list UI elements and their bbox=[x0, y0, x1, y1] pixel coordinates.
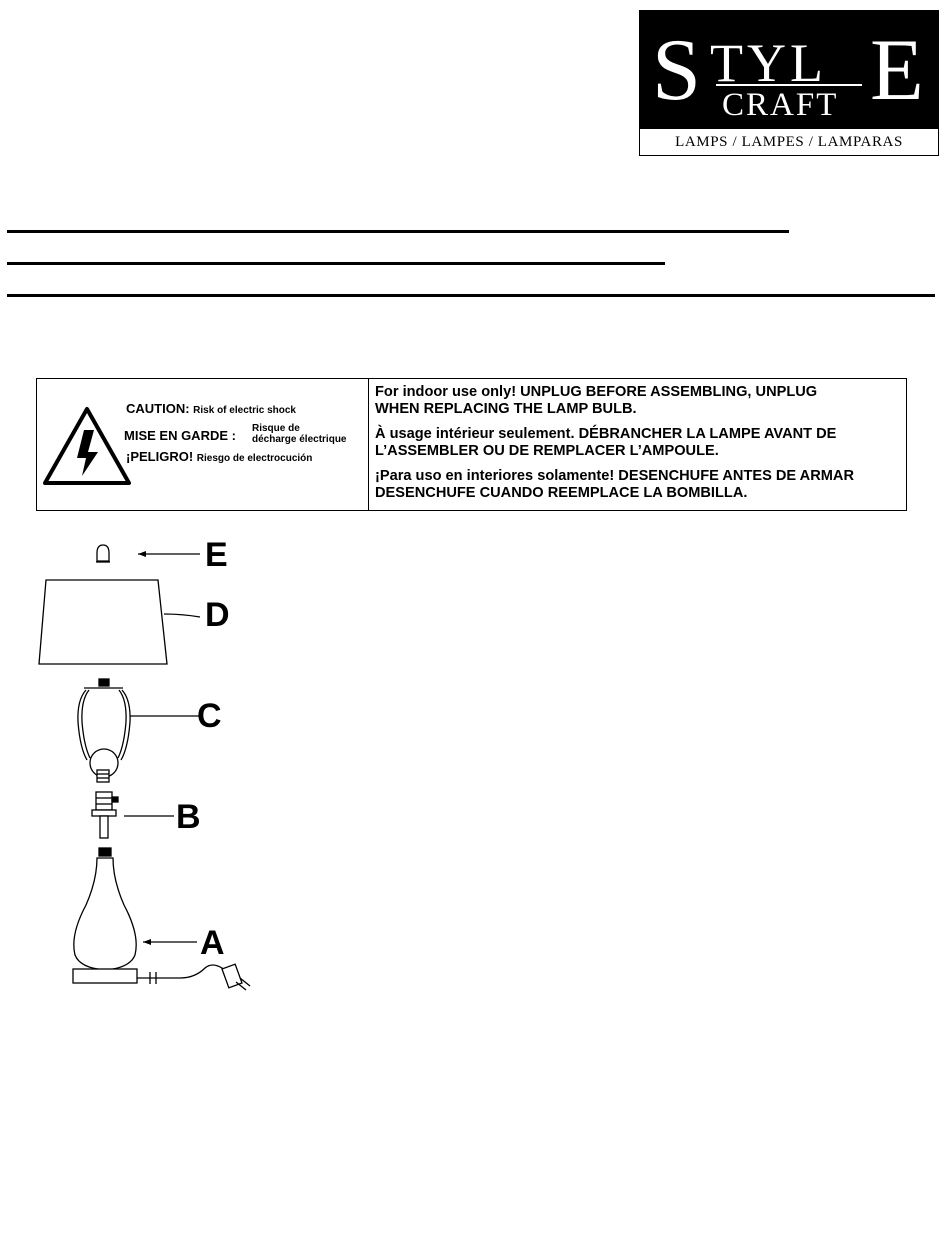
part-label-c: C bbox=[197, 697, 222, 735]
lamp-exploded-diagram bbox=[0, 530, 300, 1010]
svg-text:CRAFT: CRAFT bbox=[722, 87, 839, 123]
caution-french: MISE EN GARDE : bbox=[124, 428, 236, 443]
finial-part bbox=[96, 545, 110, 562]
warning-box bbox=[36, 378, 907, 511]
base-part bbox=[73, 848, 250, 990]
title-rule-3 bbox=[7, 294, 935, 297]
logo-wordmark bbox=[640, 11, 938, 129]
part-label-b: B bbox=[176, 798, 201, 836]
title-rule-1 bbox=[7, 230, 789, 233]
caution-french-text: Risque de décharge électrique bbox=[252, 423, 347, 445]
warning-caution-cell bbox=[37, 379, 369, 510]
instruction-english: For indoor use only! UNPLUG BEFORE ASSEMBLING, UNPLUG WHEN REPLACING THE LAMP BULB. bbox=[375, 384, 818, 417]
electric-hazard-icon bbox=[42, 406, 132, 486]
logo-tagline: LAMPS / LAMPES / LAMPARAS bbox=[675, 133, 903, 150]
instruction-french: À usage intérieur seulement. DÉBRANCHER LA LAMPE AVANT DE L’ASSEMBLER OU DE REMPLACER L’AMPOULE. bbox=[375, 426, 837, 459]
caution-english: CAUTION: Risk of electric shock bbox=[126, 401, 296, 416]
svg-text:E: E bbox=[870, 22, 924, 119]
title-rule-2 bbox=[7, 262, 665, 265]
brand-logo bbox=[639, 10, 939, 156]
instruction-spanish: ¡Para uso en interiores solamente! DESENCHUFE ANTES DE ARMAR DESENCHUFE CUANDO REEMPLACE LA BOMBILLA. bbox=[375, 468, 854, 501]
shade-part bbox=[39, 580, 167, 664]
svg-text:S: S bbox=[652, 22, 701, 119]
part-label-e: E bbox=[205, 536, 228, 574]
caution-spanish: ¡PELIGRO! Riesgo de electrocución bbox=[126, 449, 313, 464]
warning-instructions bbox=[369, 379, 906, 510]
part-label-a: A bbox=[200, 924, 225, 962]
svg-text:TYL: TYL bbox=[710, 33, 827, 93]
part-label-d: D bbox=[205, 596, 230, 634]
socket-part bbox=[92, 792, 118, 838]
harp-bulb-part bbox=[78, 679, 130, 782]
